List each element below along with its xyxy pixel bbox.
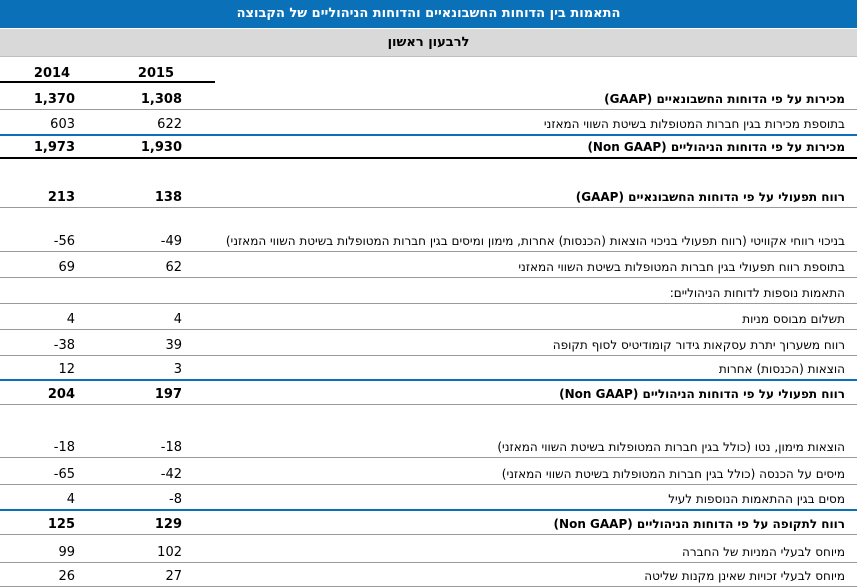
row-label: רווח תפעולי על פי הדוחות הניהוליים (Non GAAP) bbox=[559, 387, 845, 401]
value-2014: 125 bbox=[47, 517, 75, 532]
value-2015: 1,930 bbox=[140, 140, 182, 155]
value-2015: 39 bbox=[165, 338, 182, 353]
value-2015: 1,308 bbox=[140, 92, 182, 107]
value-2014 bbox=[23, 278, 75, 303]
row-label: מכירות על פי הדוחות החשבונאיים (GAAP) bbox=[604, 92, 845, 106]
value-2015: -42 bbox=[160, 467, 182, 482]
table-row-sales-non-gaap bbox=[0, 136, 857, 159]
row-label: מסים בגין ההתאמות הנוספות לעיל bbox=[668, 492, 845, 506]
table-row-sales-gaap bbox=[0, 83, 857, 110]
row-label: רווח תפעולי על פי הדוחות החשבונאיים (GAAP) bbox=[575, 190, 845, 204]
table-row-commodity-hedge bbox=[0, 330, 857, 356]
value-2014: 12 bbox=[58, 362, 75, 377]
value-2015: -49 bbox=[160, 234, 182, 249]
value-2014: -38 bbox=[53, 338, 75, 353]
table-row-sales-equity-add bbox=[0, 110, 857, 136]
value-2015: 129 bbox=[154, 517, 182, 532]
value-2015: 102 bbox=[157, 545, 182, 560]
table-row-share-based-payment bbox=[0, 304, 857, 330]
table-row-income-tax bbox=[0, 458, 857, 485]
row-label: תשלום מבוסס מניות bbox=[742, 312, 845, 326]
table-row-attributable-non-controlling bbox=[0, 563, 857, 587]
value-2014: 213 bbox=[47, 190, 75, 205]
row-label: מיסים על הכנסה (כולל בגין חברות המטופלות בשיטת השווי המאזני) bbox=[501, 467, 845, 481]
value-2015: -18 bbox=[160, 440, 182, 455]
row-label: מיוחס לבעלי זכויות שאינן מקנות שליטה bbox=[644, 569, 845, 583]
value-2014: 4 bbox=[66, 492, 75, 507]
value-2015: 138 bbox=[154, 190, 182, 205]
row-label: מיוחס לבעלי המניות של החברה bbox=[682, 545, 845, 559]
table-row-operating-profit-non-gaap bbox=[0, 381, 857, 405]
value-2014: 99 bbox=[58, 545, 75, 560]
period-subtitle: לרבעון ראשון bbox=[0, 29, 857, 57]
row-label: בניכוי רווחי אקוויטי (רווח תפעולי בניכוי הוצאות (הכנסות) אחרות, מימון ומיסים בגין חברות המטופלות בשיטת השווי המאזני) bbox=[225, 234, 845, 248]
row-label: בתוספת מכירות בגין חברות המטופלות בשיטת השווי המאזני bbox=[543, 117, 845, 131]
value-2014: 69 bbox=[58, 260, 75, 275]
row-label: הוצאות מימון, נטו (כולל בגין חברות המטופלות בשיטת השווי המאזני) bbox=[497, 440, 845, 454]
value-2014: 603 bbox=[50, 117, 75, 132]
row-label: רווח משערוך יתרת עסקאות גידור קומודיטיס לסוף תקופה bbox=[552, 338, 845, 352]
year-header-row bbox=[0, 57, 857, 83]
table-title: התאמות בין הדוחות החשבונאיים והדוחות הניהוליים של הקבוצה bbox=[0, 0, 857, 28]
value-2015: 27 bbox=[165, 569, 182, 584]
row-label: בתוספת רווח תפעולי בגין חברות המטופלות בשיטת השווי המאזני bbox=[518, 260, 845, 274]
value-2014: 1,973 bbox=[33, 140, 75, 155]
value-2015: 4 bbox=[173, 312, 182, 327]
table-row-operating-profit-gaap bbox=[0, 158, 857, 208]
row-label: הוצאות (הכנסות) אחרות bbox=[718, 362, 845, 376]
row-label: רווח לתקופה על פי הדוחות הניהוליים (Non GAAP) bbox=[553, 517, 845, 531]
table-row-equity-deduction bbox=[0, 208, 857, 252]
value-2014: -18 bbox=[53, 440, 75, 455]
value-2015: 3 bbox=[173, 362, 182, 377]
table-row-tax-on-adjustments bbox=[0, 485, 857, 511]
value-2015 bbox=[130, 278, 182, 303]
table-row-net-profit-non-gaap bbox=[0, 511, 857, 535]
value-2014: -65 bbox=[53, 467, 75, 482]
value-2015: 197 bbox=[154, 387, 182, 402]
table-row-operating-equity-add bbox=[0, 252, 857, 278]
row-label: התאמות נוספות לדוחות הניהוליים: bbox=[669, 286, 845, 300]
value-2015: -8 bbox=[169, 492, 182, 507]
value-2014: 26 bbox=[58, 569, 75, 584]
year-2014-header: 2014 bbox=[33, 66, 71, 81]
value-2014: 4 bbox=[66, 312, 75, 327]
value-2015: 62 bbox=[165, 260, 182, 275]
value-2014: 1,370 bbox=[33, 92, 75, 107]
table-row-attributable-shareholders bbox=[0, 535, 857, 563]
table-row-other-expenses bbox=[0, 356, 857, 381]
value-2015: 622 bbox=[157, 117, 182, 132]
year-2015-header: 2015 bbox=[137, 66, 175, 81]
value-2014: -56 bbox=[53, 234, 75, 249]
value-2014: 204 bbox=[47, 387, 75, 402]
table-row-finance-expenses bbox=[0, 405, 857, 458]
table-row-additional-adjustments bbox=[0, 278, 857, 304]
row-label: מכירות על פי הדוחות הניהוליים (Non GAAP) bbox=[587, 140, 845, 154]
